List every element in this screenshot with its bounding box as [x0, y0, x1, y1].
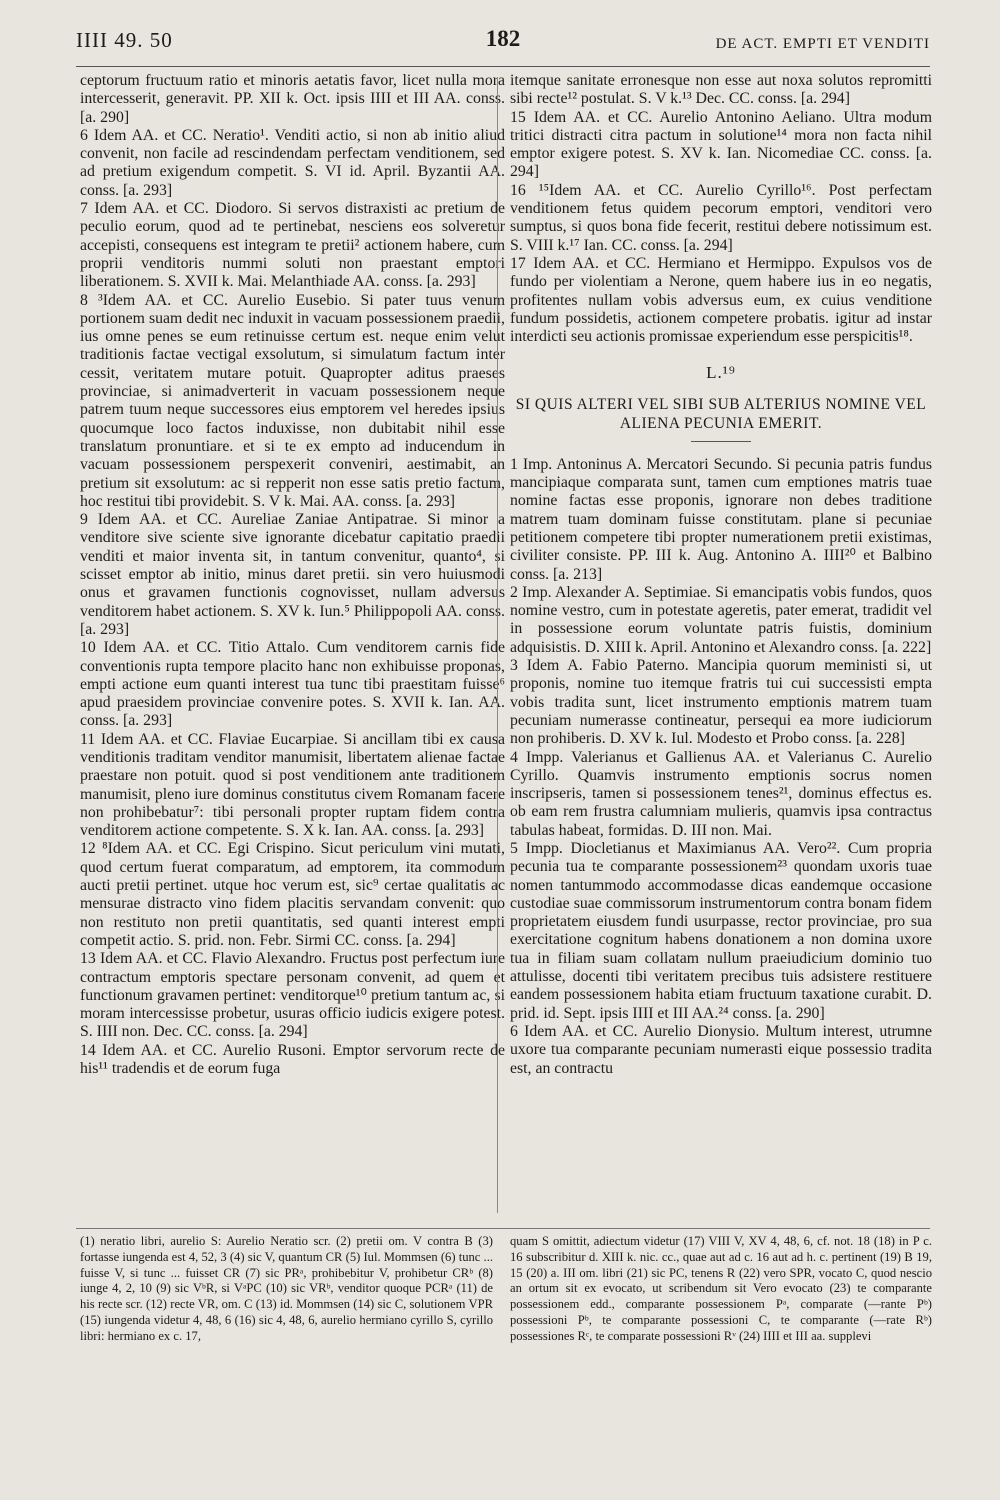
paragraph: ceptorum fructuum ratio et minoris aetatis favor, licet nulla mora intercesserit, generavit. PP. XII k. Oct. ipsis IIII et III AA. conss. [a. 290] [80, 72, 505, 126]
paragraph: 16 ¹⁵Idem AA. et CC. Aurelio Cyrillo¹⁶. Post perfectam venditionem fetus quidem pecorum emptori, venditori vero sumptus, si quos bona fide fecerit, restitui debere notissimum est. S. VIII k.¹⁷ Ian. CC. conss. [a. 294] [510, 181, 932, 254]
paragraph: 3 Idem A. Fabio Paterno. Mancipia quorum meministi si, ut proponis, nomine tuo itemque fratris tui cui successisti empta vobis tradita sunt, licet instrumento emptionis matrem tuam pecuniam numerasse contineatur, persequi ea more iudiciorum non prohiberis. D. XV k. Iul. Modesto et Probo conss. [a. 228] [510, 657, 932, 748]
paragraph: 4 Impp. Valerianus et Gallienus AA. et Valerianus C. Aurelio Cyrillo. Quamvis instrumento emptionis socrus nomen inscripseris, tamen si possessionem tenes²¹, dominus effectus es. ob eam rem frustra calumniam mulieris, quamvis ipsa contractus tabulas habeat, formidas. D. III non. Mai. [510, 748, 932, 839]
paragraph: 1 Imp. Antoninus A. Mercatori Secundo. Si pecunia patris fundus mancipiaque comparata sunt, tamen cum emptiones matris tuae nomine factas esse proponis, ignorare non debes traditione matrem tuam dominam fuisse constitutam. plane si pecuniae petitionem competere tibi propter numerationem pretii existimas, civiliter consiste. PP. III k. Aug. Antonino A. IIII²⁰ et Balbino conss. [a. 213] [510, 455, 932, 583]
paragraph: 10 Idem AA. et CC. Titio Attalo. Cum venditorem carnis fide conventionis rupta tempore placito hanc non exhibuisse proponas, empti actione eum quanti interest tua tunc tibi praestitam fuisse⁶ apud praesidem provinciae convenire potes. S. XVII k. Ian. AA. conss. [a. 293] [80, 639, 505, 730]
footnote-rule [76, 1228, 930, 1229]
left-column [80, 72, 505, 1222]
title-rule [691, 441, 751, 442]
running-header [76, 22, 930, 62]
paragraph: 11 Idem AA. et CC. Flaviae Eucarpiae. Si ancillam tibi ex causa venditionis traditam venditor manumisit, libertatem alienae factae praestare non potuit. quod si post venditionem ante traditionem manumisit, pleno iure dominus constitutus civem Romanam facere non prohibebatur⁷: tibi personali propter ruptam fidem contra venditorem actione competente. S. X k. Ian. AA. conss. [a. 293] [80, 730, 505, 840]
paragraph: 5 Impp. Diocletianus et Maximianus AA. Vero²². Cum propria pecunia tua te comparante possessionem²³ quondam uxoris tuae nomen tantummodo accommodasse dicas eandemque occasione custodiae suae commissorum instrumentorum contra bonam fidem proprietatem eiusdem fundi usurpasse, rector provinciae, pro sua exercitatione cognitum habens donationem a non domina uxore tua in filiam suam collatam nullum praeiudicium dominio tuo attulisse, docenti tibi veritatem precibus tuis adsistere restituere eandem possessionem habita etiam fructuum taxatione curabit. D. prid. id. Sept. ipsis IIII et III AA.²⁴ conss. [a. 290] [510, 839, 932, 1022]
header-rule [76, 66, 930, 67]
paragraph: 12 ⁸Idem AA. et CC. Egi Crispino. Sicut periculum vini mutati, quod certum fuerat comparatum, ad emptorem, ita commodum aucti pretii pertinet. utque hoc verum est, sic⁹ certae qualitatis ac mensurae distracto vino fidem placitis servandam convenit: quo non restituto non pretii quantitatis, sed quanti interest empti competit actio. S. prid. non. Febr. Sirmi CC. conss. [a. 294] [80, 840, 505, 949]
footnotes-right: quam S omittit, adiectum videtur (17) VIII V, XV 4, 48, 6, cf. not. 18 (18) in P c. 16 subscribitur d. XIII k. nic. cc., quae aut ad c. 16 aut ad h. c. pertinent (19) B 19, 15 (20) a. III om. libri (21) sic PC, tenens R (22) vero SPR, vocato C, quod nescio an ortum sit ex evocato, ut scribendum sit Vero evocato (23) te comparante possessionem edd., comparante possessionem Pᵃ, comparate (—rante Pᵇ) possessioni Pᵇ, te comparante possessioni C, te comparante (—rate Rᵇ) possessiones Rᶜ, te comparate possessioni Rᵛ (24) IIII et III aa. supplevi [510, 1234, 932, 1343]
paragraph: 8 ³Idem AA. et CC. Aurelio Eusebio. Si pater tuus venum portionem suam dedit nec induxit in vacuam possessionem praedii, ius omne penes se eum retinuisse certum est. neque enim velut traditionis factae vectigal exsolutum, si simulatum factum inter cessit, veritatem mutare potuit. Quapropter aditus praeses provinciae, si animadverterit in vacuam possessionem neque patrem tuum neque successores eius emptorem vel heredes ipsius quocumque loco factos induxisse, non dubitabit nihil esse translatum pronuntiare. et si te ex empto ad inducendum in vacuam possessionem perspexerit conveniri, aestimabit, an pretium sit exsolutum: ac si repperit non esse satis pretio factum, hoc restitui tibi providebit. S. V k. Mai. AA. conss. [a. 293] [80, 291, 505, 510]
title-number: L.¹⁹ [706, 363, 736, 383]
paragraph: 9 Idem AA. et CC. Aureliae Zaniae Antipatrae. Si minor a venditore sive sciente sive ignorante dicebatur capitatio praedii venditi et maior inventa sit, in tantum convenitur, quanto⁴, si scisset emptor ab initio, minus daret pretii. sin vero huiusmodi onus et gravamen functionis cognovisset, nullam adversus venditorem habet actionem. S. XV k. Iun.⁵ Philippopoli AA. conss. [a. 293] [80, 511, 505, 638]
book-title-reference: IIII 49. 50 [76, 28, 173, 52]
paragraph: 7 Idem AA. et CC. Diodoro. Si servos distraxisti ac pretium de peculio eorum, quod ad te pertinebat, nesciens eos solveretur accepisti, consequens est integram te pretii² actionem habere, cum proprii venditoris nummi soluti non praestant emptori liberationem. S. XVII k. Mai. Melanthiade AA. conss. [a. 293] [80, 200, 505, 291]
paragraph: itemque sanitate erronesque non esse aut noxa solutos repromitti sibi recte¹² postulat. S. V k.¹³ Dec. CC. conss. [a. 294] [510, 72, 932, 108]
paragraph: 13 Idem AA. et CC. Flavio Alexandro. Fructus post perfectum iure contractum emptoris spectare personam convenit, ad quem et functionum gravamen pertinet: venditorque¹⁰ pretium tantum ac, si moram intercessisse probetur, usuras officio iudicis exigere potest. S. IIII non. Dec. CC. conss. [a. 294] [80, 950, 505, 1041]
title-block [510, 364, 932, 441]
paragraph: 14 Idem AA. et CC. Aurelio Rusoni. Emptor servorum recte de his¹¹ tradendis et de eorum fuga [80, 1041, 505, 1078]
paragraph: 15 Idem AA. et CC. Aurelio Antonino Aeliano. Ultra modum tritici distracti citra pactum in solutione¹⁴ mora non facta nihil emptor exigere potest. S. XV k. Ian. Nicomediae CC. conss. [a. 294] [510, 108, 932, 181]
page-number: 182 [485, 26, 521, 51]
paragraph: 6 Idem AA. et CC. Neratio¹. Venditi actio, si non ab initio aliud convenit, non facile ad rescindendam perfectam venditionem, sed ad pretium exigendum competit. S. VI id. April. Byzantii AA. conss. [a. 293] [80, 126, 505, 199]
paragraph: 2 Imp. Alexander A. Septimiae. Si emancipatis vobis fundos, quos nomine vestro, cum in potestate ageretis, pater emerat, tradidit vel in possessione eorum voluntate patris fuistis, dominium adquisistis. D. XIII k. April. Antonino et Alexandro conss. [a. 222] [510, 583, 932, 656]
footnotes-left: (1) neratio libri, aurelio S: Aurelio Neratio scr. (2) pretii om. V contra B (3) fortasse iungenda est 4, 52, 3 (4) sic V, quantum CR (5) Iul. Mommsen (6) tunc ... fuisse V, si tunc ... fuisset CR (7) sic PRᵃ, prohibebitur V, prohibetur CRᵇ (8) iunge 4, 2, 10 (9) sic VᵇR, si VᵃPC (10) sic VRᵇ, venditor quoque PCRᵃ (11) de his recte scr. (12) recte VR, om. C (13) id. Mommsen (14) sic C, solutionem VPR (15) iungenda videtur 4, 48, 6 (16) sic 4, 48, 6, aurelio hermiano cyrillo S, cyrillo libri: hermiano ex c. 17, [80, 1234, 493, 1343]
right-column [510, 72, 932, 1222]
paragraph: 17 Idem AA. et CC. Hermiano et Hermippo. Expulsos vos de fundo per violentiam a Nerone, quem habere ius in eo negatis, profitentes nullam vobis adversus eum, ex cuius venditione fundum possidetis, actionem competere probatis. igitur ad instar interdicti seu actionis promissae experiendum esse perspicitis¹⁸. [510, 254, 932, 346]
column-divider [497, 78, 498, 1213]
paragraph: 6 Idem AA. et CC. Aurelio Dionysio. Multum interest, utrumne uxore tua comparante pecuniam numerasti eique possessio tradita est, an contractu [510, 1022, 932, 1077]
section-heading: DE ACT. EMPTI ET VENDITI [715, 36, 930, 52]
title-heading: SI QUIS ALTERI VEL SIBI SUB ALTERIUS NOMINE VEL ALIENA PECUNIA EMERIT. [515, 395, 927, 432]
